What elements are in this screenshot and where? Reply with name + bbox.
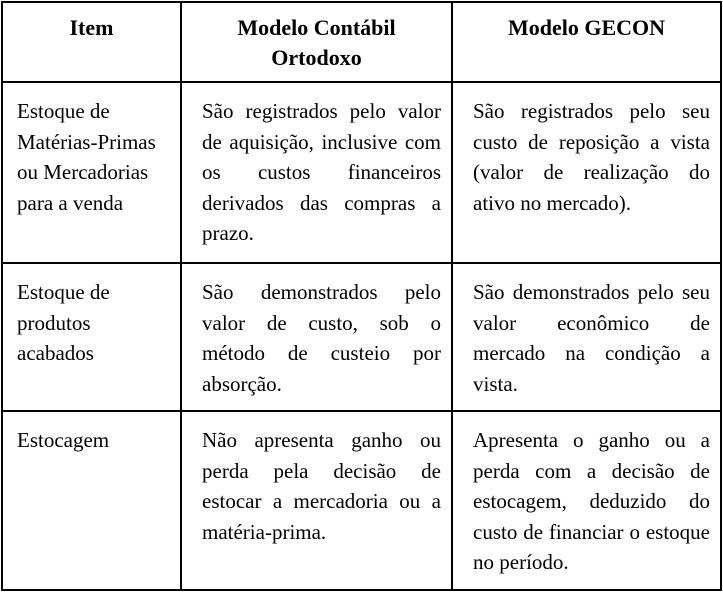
- item-cell: [2, 411, 181, 590]
- ortodoxo-cell: [181, 82, 452, 263]
- header-item: [2, 2, 181, 82]
- table-row: [2, 411, 721, 590]
- item-text: Estocagem: [17, 428, 110, 452]
- item-text: Estoque de Matérias-Primas ou Mercadorias para a venda: [17, 99, 156, 215]
- gecon-text: São registrados pelo seu custo de reposição a vista (valor de realização do ativo no mercado).: [473, 99, 710, 215]
- ortodoxo-text: São registrados pelo valor de aquisição, inclusive com os custos financeiros derivados das compras a prazo.: [202, 99, 441, 245]
- item-cell: [2, 82, 181, 263]
- gecon-text: Apresenta o ganho ou a perda com a decisão de estocagem, deduzido do custo de financiar o estoque no período.: [473, 428, 710, 574]
- header-modelo-contabil-ortodoxo-label: Modelo Contábil Ortodoxo: [237, 15, 396, 70]
- table-row: [2, 263, 721, 411]
- ortodoxo-text: São demonstrados pelo valor de custo, sob o método de custeio por absorção.: [202, 280, 441, 396]
- ortodoxo-cell: [181, 263, 452, 411]
- gecon-cell: [452, 263, 721, 411]
- item-text: Estoque de produtos acabados: [17, 280, 110, 365]
- header-modelo-gecon-label: Modelo GECON: [507, 15, 666, 40]
- gecon-cell: [452, 411, 721, 590]
- table-row: [2, 82, 721, 263]
- header-item-label: Item: [69, 15, 114, 40]
- comparison-table: [1, 1, 722, 591]
- comparison-table-container: [1, 1, 720, 591]
- ortodoxo-cell: [181, 411, 452, 590]
- header-modelo-contabil-ortodoxo: [181, 2, 452, 82]
- ortodoxo-text: Não apresenta ganho ou perda pela decisão de estocar a mercadoria ou a matéria-prima.: [202, 428, 441, 544]
- header-modelo-gecon: [452, 2, 721, 82]
- item-cell: [2, 263, 181, 411]
- table-header-row: [2, 2, 721, 82]
- gecon-cell: [452, 82, 721, 263]
- gecon-text: São demonstrados pelo seu valor econômico de mercado na condição a vista.: [473, 280, 710, 396]
